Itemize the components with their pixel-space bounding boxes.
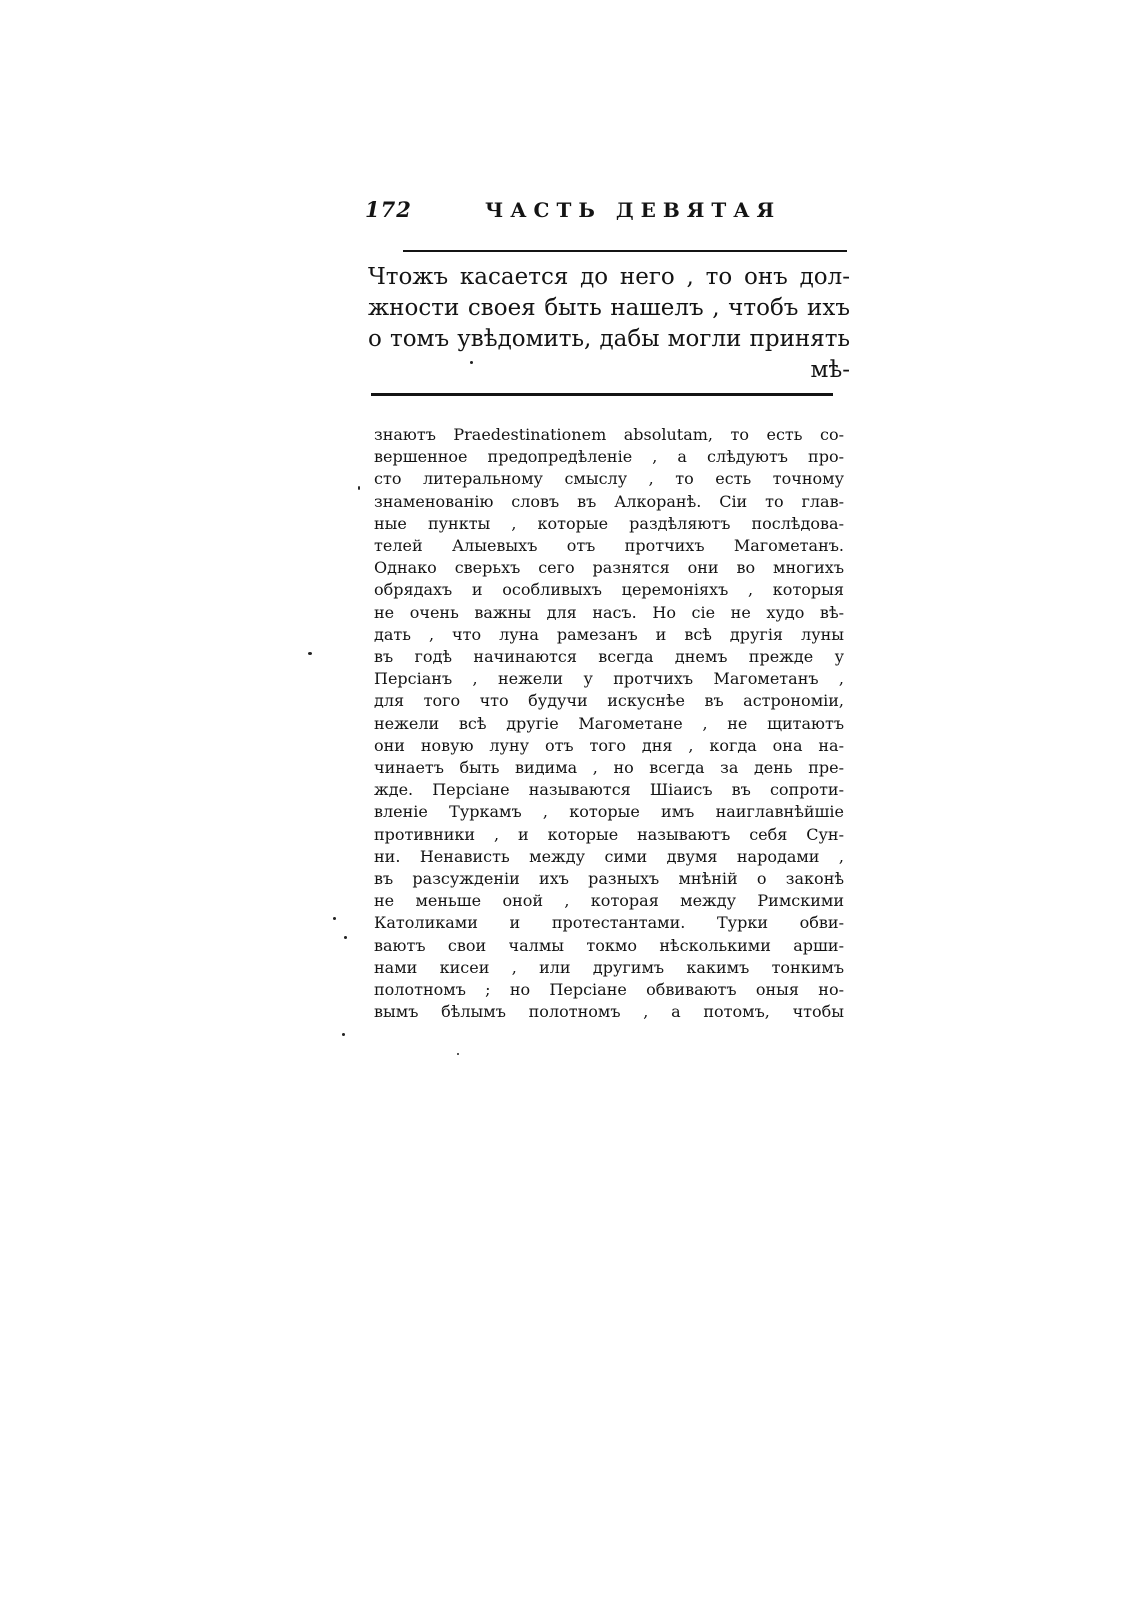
footnote-line: они новую луну отъ того дня , когда она на-	[374, 735, 844, 755]
footnote-line: Однако сверьхъ сего разнятся они во многихъ	[374, 558, 844, 578]
scan-speck	[457, 1053, 459, 1055]
footnote-line: вершенное предопредѣленіе , а слѣдуютъ про-	[374, 447, 844, 467]
footnote-line: полотномъ ; но Персіане обвиваютъ оныя но-	[374, 980, 844, 1000]
footnote-line: чинаетъ быть видима , но всегда за день пре-	[374, 758, 844, 778]
footnote-line: вленіе Туркамъ , которые имъ наиглавнѣйшіе	[374, 802, 844, 822]
footnote-line: знаменованію словъ въ Алкоранѣ. Сіи то глав-	[374, 491, 844, 511]
scan-speck	[470, 361, 473, 364]
footnote-line: знаютъ Praedestinationem absolutam, то есть со-	[374, 425, 844, 444]
footnote-line: сто литеральному смыслу , то есть точному	[374, 469, 844, 489]
footnote-line: ваютъ свои чалмы токмо нѣсколькими арши-	[374, 935, 844, 955]
footnote-line: вымъ бѣлымъ полотномъ , а потомъ, чтобы	[374, 1002, 844, 1022]
footnote-block	[374, 424, 844, 1023]
catchword: мѣ-	[810, 357, 850, 383]
footnote-line: телей Алыевыхъ отъ протчихъ Магометанъ.	[374, 536, 844, 556]
footnote-line: Персіанъ , нежели у протчихъ Магометанъ ,	[374, 669, 844, 689]
footnote-line: Католиками и протестантами. Турки обви-	[374, 913, 844, 933]
main-text-block	[368, 262, 850, 386]
page-number: 172	[365, 197, 412, 222]
footnote-line: не меньше оной , которая между Римскими	[374, 891, 844, 911]
footnote-line: въ разсужденіи ихъ разныхъ мнѣній о законѣ	[374, 869, 844, 889]
footnote-rule	[371, 393, 833, 396]
main-text-line: Чтожъ касается до него , то онъ дол-	[368, 264, 850, 290]
footnote-line: ные пункты , которые раздѣляютъ послѣдова-	[374, 513, 844, 533]
footnote-line: не очень важны для насъ. Но сіе не худо вѣ-	[374, 602, 844, 622]
footnote-line: для того что будучи искуснѣе въ астрономіи,	[374, 691, 844, 711]
running-head: ЧАСТЬ ДЕВЯТАЯ	[485, 198, 782, 222]
footnote-line: въ годѣ начинаются всегда днемъ прежде у	[374, 647, 844, 667]
scan-speck	[344, 936, 347, 939]
footnote-line: жде. Персіане называются Шіаисъ въ сопроти-	[374, 780, 844, 800]
scan-speck	[358, 486, 360, 490]
footnote-line: дать , что луна рамезанъ и всѣ другія луны	[374, 624, 844, 644]
footnote-line: противники , и которые называютъ себя Сун-	[374, 824, 844, 844]
header-rule	[403, 250, 847, 252]
main-text-line: о томъ увѣдомить, дабы могли принять	[368, 326, 850, 352]
footnote-line: нами кисеи , или другимъ какимъ тонкимъ	[374, 957, 844, 977]
scan-speck	[308, 652, 312, 655]
scan-speck	[342, 1033, 345, 1036]
footnote-line: обрядахъ и особливыхъ церемоніяхъ , которыя	[374, 580, 844, 600]
footnote-line: ни. Ненависть между сими двумя народами ,	[374, 846, 844, 866]
footnote-line: нежели всѣ другіе Магометане , не щитаютъ	[374, 713, 844, 733]
main-text-line: жности своея быть нашелъ , чтобъ ихъ	[368, 295, 850, 321]
scan-speck	[333, 917, 336, 920]
